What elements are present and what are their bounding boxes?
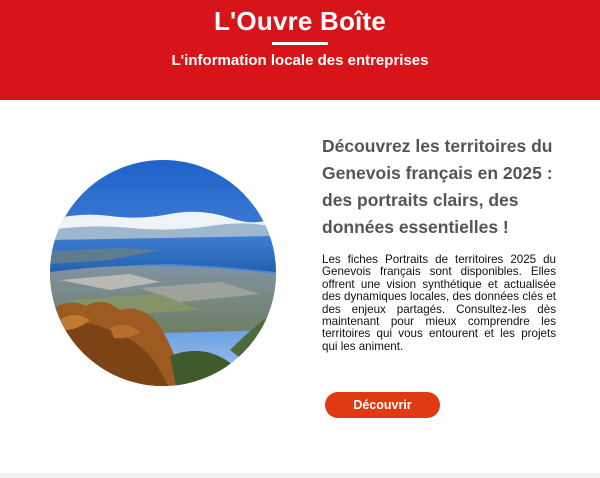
next-section-fragment: [240, 464, 350, 478]
newsletter-header: [0, 0, 600, 100]
discover-button[interactable]: Découvrir: [325, 392, 440, 418]
article-card: [0, 100, 600, 473]
newsletter-subtitle: L'information locale des entreprises: [171, 52, 429, 69]
newsletter-title: L'Ouvre Boîte: [213, 6, 387, 36]
article-body: Les fiches Portraits de territoires 2025 du Genevois français sont disponibles. Elles offrent une vision synthétique et actualisée des dynamiques locales, des données clés et des enjeux partagés. Consultez-les dès maintenant pour mieux comprendre les territoires qui vous entourent et les projets qui les animent.: [322, 253, 556, 353]
article-headline: Découvrez les territoires du Genevois français en 2025 : des portraits clairs, des données essentielles !: [322, 136, 553, 237]
landscape-photo-image: [50, 160, 276, 386]
header-divider: [272, 42, 328, 45]
article-photo[interactable]: [50, 160, 276, 386]
